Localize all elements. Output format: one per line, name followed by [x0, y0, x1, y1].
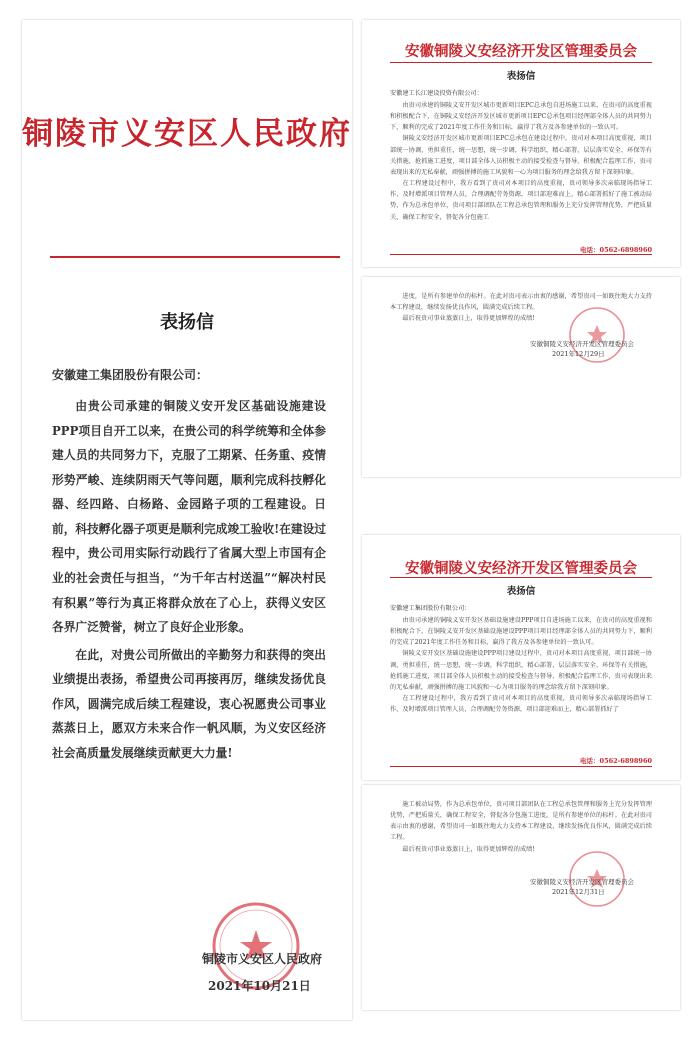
- letter-title: 表扬信: [160, 312, 214, 333]
- footer-rule: [390, 766, 652, 767]
- body-paragraph: 由贵司承建的铜陵义安开发区城市更新项目EPC总承包自进场施工以来，在贵司的高度重视和积极配合下，在铜陵义安经济开发区城市更新项目EPC总承包项目经理部全体人员的共同努力下，顺利的完成了2021年度工作任务和目标，赢得了我方及各参建单位的一致认可。: [390, 102, 652, 132]
- body-paragraph: 在此，对贵公司所做出的辛勤努力和获得的突出业绩提出表扬，希望贵公司再接再厉，继续发扬优良作风，圆满完成后续工程建设，衷心祝愿贵公司事业蒸蒸日上，愿双方未来合作一帆风顺，为义安区经济社会高质量发展继续贡献更大力量!: [52, 647, 326, 760]
- body-paragraph: 由贵公司承建的铜陵义安开发区基础设施建设PPP项目自开工以来，在贵公司的科学统筹和全体参建人员的共同努力下，克服了工期紧、任务重、疫情形势严峻、连续阴雨天气等问题，顺利完成科技孵化器、经四路、白杨路、金园路子项的工程建设。日前，科技孵化器子项更是顺利完成竣工验收!在建设过程中，贵公司用实际行动践行了省属大型上市国有企业的社会责任与担当，“为千年古村送温”“解决村民有积累”等行为真正将群众放在了心上，获得义安区各界广泛赞誉，树立了良好企业形象。: [52, 399, 326, 635]
- letter-body: [390, 100, 652, 223]
- salutation: 安徽建工集团股份有限公司：: [52, 368, 209, 382]
- signature-date: 2021年10月21日: [208, 979, 311, 993]
- letter-r2-page2: [362, 785, 680, 1010]
- letter-r2-page1: [362, 535, 680, 780]
- signature: 铜陵市义安区人民政府: [202, 952, 323, 966]
- signature-date: 2021年12月29日: [552, 350, 605, 358]
- letter-header: 铜陵市义安区人民政府: [22, 116, 352, 152]
- letter-body: [390, 799, 652, 855]
- phone-number: 电话：0562-6898960: [580, 246, 652, 254]
- letter-header: 安徽铜陵义安经济开发区管理委员会: [405, 44, 637, 60]
- body-paragraph: 铜陵义安开发区基础设施建设PPP项目建设过程中，贵司对本项目高度重视，项目部统一协调，勇担重任，统一思想，统一步调，科学组织，精心部署，层层落实安全、环保等有关措施，抢抓施工进度，项目部全体人员积极主动的接受检查与督导，积极配合监理工作，贵司表现出来的无私奉献，顽强拼搏的施工风貌和一心为项目服务的理念给我方留下深刻印象。: [390, 650, 652, 691]
- body-paragraph: 施工被动局势，作为总承包单位，贵司项目部团队在工程总承包管理和服务上充分发挥管理优势，严把质量关，确保工程安全，督促各分包施工进度，是所有参建单位的标杆。在此对贵司表示由衷的感谢，希望贵司一如既往地大力支持本工程建设，继续发扬优良作风，圆满完成后续工程。: [390, 801, 652, 842]
- footer-rule: [390, 254, 652, 255]
- body-paragraph: 铜陵义安经济开发区城市更新项目EPC总承包在建设过程中，贵司对本项目高度重视，项目部统一协调，勇担重任，统一思想，统一步调，科学组织，精心部署，层层落实安全、环保等有关措施，抢抓施工进度，项目部全体人员积极主动的接受检查与督导，积极配合监理工作，贵司表现出来的无私奉献，顽强拼搏的施工风貌和一心为项目服务的理念给我方留下深刻印象。: [390, 135, 652, 176]
- signature: 安徽铜陵义安经济开发区管理委员会: [530, 340, 634, 348]
- letter-body: [52, 394, 326, 765]
- body-paragraph: 在工程建设过程中，我方看到了贵司对本项目的高度重视，贵司领导多次亲临现场指导工作，及时增派项目管理人员，合理调配劳务资源，项目部迎难而上，精心部署抓好了: [390, 695, 652, 714]
- header-rule: [50, 256, 340, 258]
- signature-date: 2021年12月31日: [552, 888, 605, 896]
- body-paragraph: 由贵司承建的铜陵义安开发区基础设施建设PPP项目自进场施工以来，在贵司的高度重视和积极配合下，在铜陵义安开发区基础设施建设PPP项目项目经理部全体人员的共同努力下，顺利的完成了2021年度工作任务和目标，赢得了我方及各参建单位的一致认可。: [390, 617, 652, 647]
- body-paragraph: 最后祝贵司事业蒸蒸日上，取得更加辉煌的成绩!: [402, 845, 535, 853]
- letter-body: [390, 615, 652, 715]
- header-rule: [390, 577, 652, 578]
- letter-r1-page2: [362, 277, 680, 477]
- letter-r1-page1: [362, 20, 680, 267]
- body-paragraph: 进度，是所有参建单位的标杆。在此对贵司表示由衷的感谢，希望贵司一如既往地大力支持本工程建设，继续发扬优良作风，圆满完成后续工程。: [390, 293, 652, 312]
- letter-title: 表扬信: [506, 586, 536, 597]
- signature: 安徽铜陵义安经济开发区管理委员会: [530, 878, 634, 886]
- header-rule: [390, 62, 652, 63]
- letter-title: 表扬信: [506, 71, 536, 82]
- body-paragraph: 在工程建设过程中，我方看到了贵司对本项目的高度重视，贵司领导多次亲临现场指导工作，及时增派项目管理人员，合理调配劳务资源，项目部迎难而上，精心部署抓好了施工被动局势，作为总承包单位，贵司项目部团队在工程总承包管理和服务上充分发挥管理优势，严把质量关，确保工程安全，督促各分包施工: [390, 180, 652, 221]
- left-letter: [22, 20, 352, 1020]
- phone-number: 电话：0562-6898960: [580, 757, 652, 765]
- salutation: 安徽建工集团股份有限公司：: [390, 605, 471, 612]
- salutation: 安徽建工长江建设投资有限公司：: [390, 90, 483, 97]
- body-paragraph: 最后祝贵司事业蒸蒸日上，取得更加辉煌的成绩!: [402, 315, 535, 323]
- letter-header: 安徽铜陵义安经济开发区管理委员会: [405, 561, 637, 577]
